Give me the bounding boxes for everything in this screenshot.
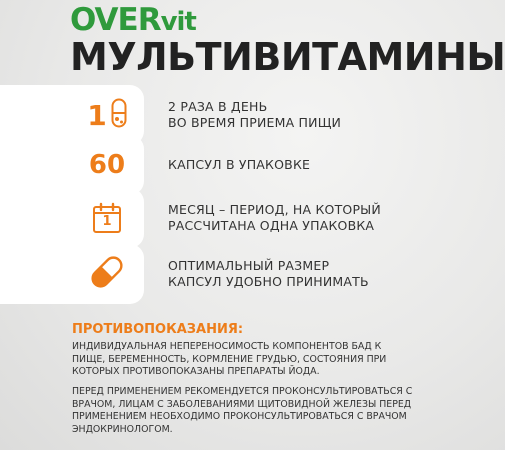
capsule-icon bbox=[111, 98, 127, 132]
warning-text: ПЕРЕД ПРИМЕНЕНИЕМ РЕКОМЕНДУЕТСЯ ПРОКОНСУЛЬТИРОВАТЬСЯ С ВРАЧОМ, ЛИЦАМ С ЗАБОЛЕВАНИЯМИ ЩИТОВИДНОЙ ЖЕЛЕЗЫ ПЕРЕД ПРИМЕНЕНИЕМ НЕОБХОДИМО ПРОКОНСУЛЬТИРОВАТЬСЯ С ВРАЧОМ ЭНДОКРИНОЛОГОМ. bbox=[72, 386, 413, 435]
contraindications-title: ПРОТИВОПОКАЗАНИЯ: bbox=[72, 322, 244, 337]
pill-icon bbox=[86, 251, 128, 297]
feature-line: ОПТИМАЛЬНЫЙ РАЗМЕР bbox=[168, 258, 330, 273]
feature-line: КАПСУЛ В УПАКОВКЕ bbox=[168, 157, 311, 172]
feature-line: 2 РАЗА В ДЕНЬ bbox=[168, 99, 268, 114]
feature-line: РАССЧИТАНА ОДНА УПАКОВКА bbox=[168, 218, 375, 233]
feature-badge bbox=[0, 188, 144, 248]
brand-name: OVER bbox=[70, 2, 161, 38]
brand-suffix: vit bbox=[160, 7, 196, 37]
calendar-number: 1 bbox=[102, 214, 112, 229]
feature-line: МЕСЯЦ – ПЕРИОД, НА КОТОРЫЙ bbox=[168, 202, 381, 217]
calendar-icon bbox=[92, 202, 122, 234]
feature-row-size bbox=[70, 244, 369, 304]
feature-line: ВО ВРЕМЯ ПРИЕМА ПИЩИ bbox=[168, 115, 342, 130]
feature-line: КАПСУЛ УДОБНО ПРИНИМАТЬ bbox=[168, 274, 369, 289]
page-title: МУЛЬТИВИТАМИНЫ bbox=[70, 35, 505, 79]
feature-badge bbox=[0, 244, 144, 304]
feature-number: 60 bbox=[88, 150, 126, 180]
feature-row-period bbox=[70, 188, 381, 248]
feature-number: 1 bbox=[87, 98, 107, 132]
feature-badge bbox=[0, 135, 144, 195]
feature-row-quantity bbox=[70, 135, 310, 195]
brand-logo bbox=[70, 2, 196, 38]
contraindications-text: ИНДИВИДУАЛЬНАЯ НЕПЕРЕНОСИМОСТЬ КОМПОНЕНТОВ БАД К ПИЩЕ, БЕРЕМЕННОСТЬ, КОРМЛЕНИЕ ГРУДЬЮ, СОСТОЯНИЯ ПРИ КОТОРЫХ ПРОТИВОПОКАЗАНЫ ПРЕПАРАТЫ ЙОДА. bbox=[72, 341, 387, 378]
